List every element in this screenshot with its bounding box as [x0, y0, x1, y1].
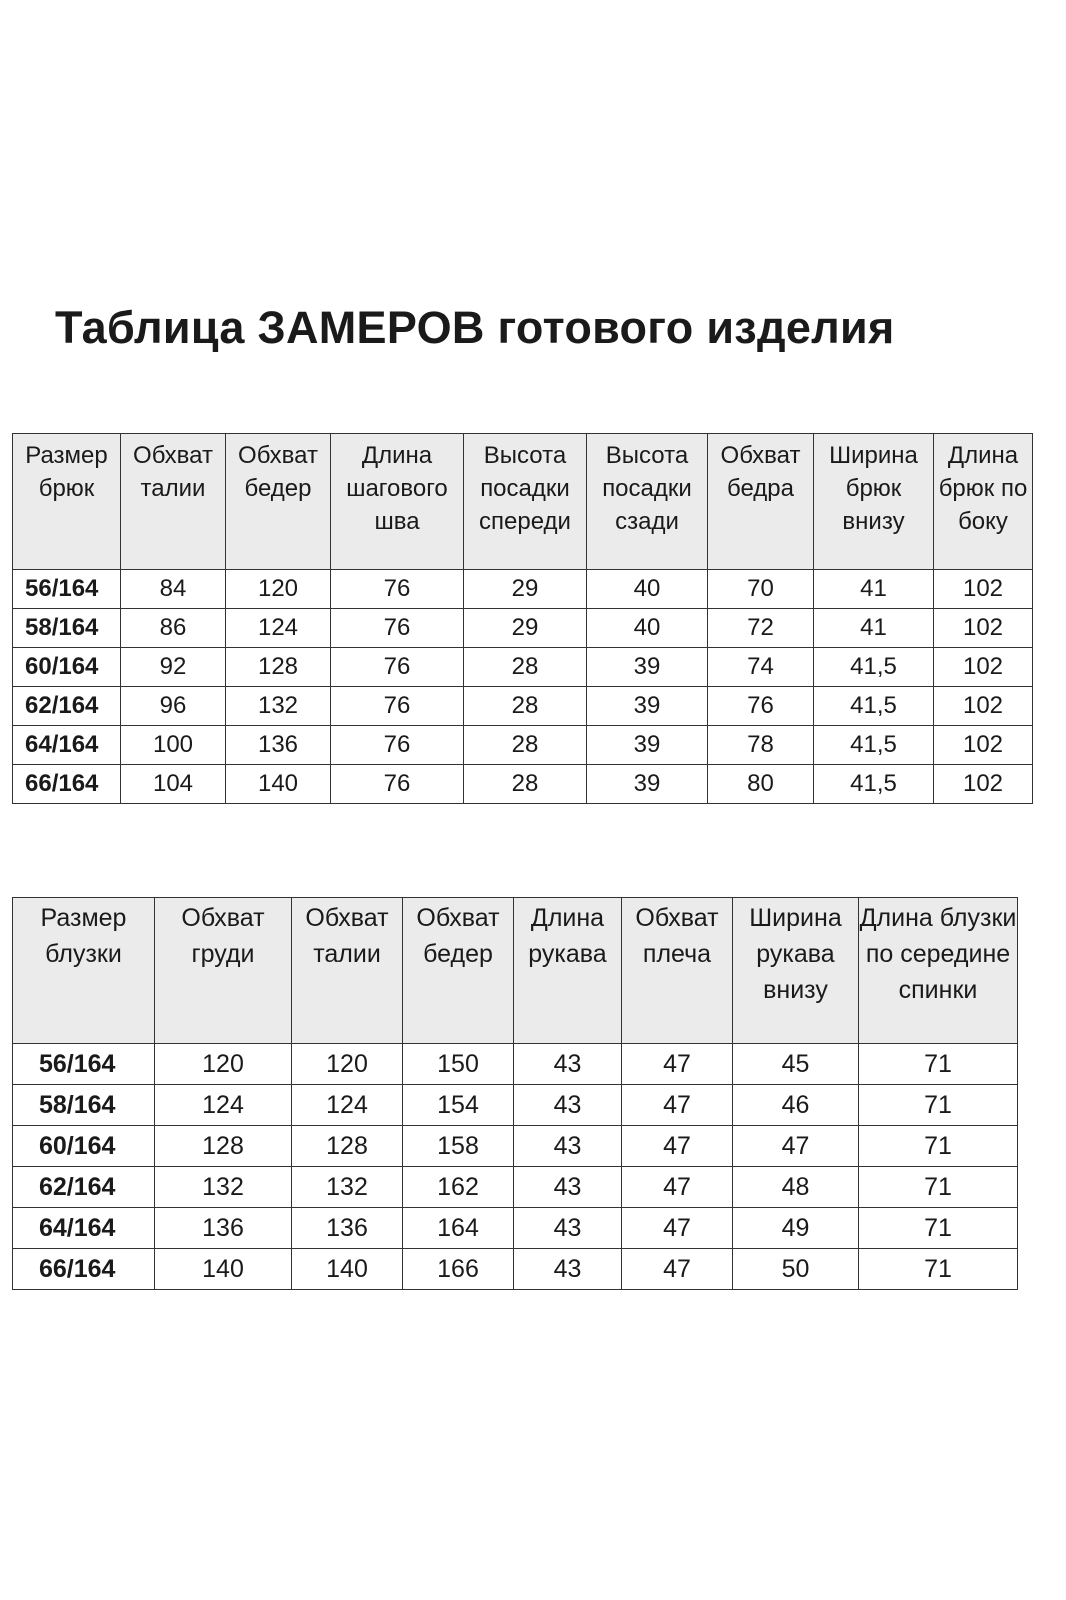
table-row — [13, 765, 1033, 804]
value-cell: 140 — [226, 765, 331, 804]
value-cell: 140 — [155, 1249, 292, 1290]
value-cell: 154 — [403, 1085, 514, 1126]
value-cell: 71 — [859, 1208, 1018, 1249]
value-cell: 47 — [622, 1085, 733, 1126]
value-cell: 80 — [708, 765, 814, 804]
value-cell: 71 — [859, 1044, 1018, 1085]
value-cell: 47 — [622, 1208, 733, 1249]
pants-measurements-table — [12, 433, 1033, 804]
value-cell: 28 — [464, 726, 587, 765]
size-cell: 66/164 — [13, 765, 121, 804]
value-cell: 166 — [403, 1249, 514, 1290]
value-cell: 29 — [464, 570, 587, 609]
value-cell: 43 — [514, 1044, 622, 1085]
value-cell: 102 — [934, 726, 1033, 765]
value-cell: 76 — [331, 648, 464, 687]
value-cell: 164 — [403, 1208, 514, 1249]
value-cell: 39 — [587, 687, 708, 726]
table-row — [13, 609, 1033, 648]
value-cell: 96 — [121, 687, 226, 726]
header-cell: Обхват груди — [155, 898, 292, 1044]
size-cell: 58/164 — [13, 1085, 155, 1126]
size-cell: 58/164 — [13, 609, 121, 648]
header-cell: Длина блузки по середине спинки — [859, 898, 1018, 1044]
value-cell: 71 — [859, 1249, 1018, 1290]
value-cell: 102 — [934, 609, 1033, 648]
value-cell: 41 — [814, 609, 934, 648]
value-cell: 128 — [226, 648, 331, 687]
header-cell: Ширина брюк внизу — [814, 434, 934, 570]
value-cell: 45 — [733, 1044, 859, 1085]
value-cell: 76 — [331, 765, 464, 804]
header-cell: Длина рукава — [514, 898, 622, 1044]
size-cell: 60/164 — [13, 648, 121, 687]
table-row — [13, 1208, 1018, 1249]
value-cell: 136 — [155, 1208, 292, 1249]
table-row — [13, 570, 1033, 609]
value-cell: 136 — [226, 726, 331, 765]
value-cell: 41,5 — [814, 687, 934, 726]
size-cell: 62/164 — [13, 1167, 155, 1208]
value-cell: 41,5 — [814, 648, 934, 687]
value-cell: 78 — [708, 726, 814, 765]
table-header-row — [13, 898, 1018, 1044]
value-cell: 47 — [622, 1249, 733, 1290]
value-cell: 50 — [733, 1249, 859, 1290]
value-cell: 47 — [622, 1167, 733, 1208]
header-cell: Обхват плеча — [622, 898, 733, 1044]
value-cell: 132 — [226, 687, 331, 726]
value-cell: 158 — [403, 1126, 514, 1167]
value-cell: 41,5 — [814, 726, 934, 765]
value-cell: 48 — [733, 1167, 859, 1208]
value-cell: 39 — [587, 765, 708, 804]
value-cell: 128 — [155, 1126, 292, 1167]
value-cell: 29 — [464, 609, 587, 648]
value-cell: 71 — [859, 1167, 1018, 1208]
header-cell-size: Размер блузки — [13, 898, 155, 1044]
value-cell: 71 — [859, 1085, 1018, 1126]
value-cell: 102 — [934, 648, 1033, 687]
value-cell: 100 — [121, 726, 226, 765]
size-cell: 64/164 — [13, 1208, 155, 1249]
table-header-row — [13, 434, 1033, 570]
value-cell: 162 — [403, 1167, 514, 1208]
value-cell: 86 — [121, 609, 226, 648]
value-cell: 43 — [514, 1167, 622, 1208]
value-cell: 102 — [934, 765, 1033, 804]
value-cell: 39 — [587, 648, 708, 687]
value-cell: 150 — [403, 1044, 514, 1085]
table-body — [13, 570, 1033, 804]
value-cell: 41 — [814, 570, 934, 609]
value-cell: 102 — [934, 687, 1033, 726]
value-cell: 47 — [622, 1126, 733, 1167]
value-cell: 46 — [733, 1085, 859, 1126]
value-cell: 47 — [622, 1044, 733, 1085]
value-cell: 140 — [292, 1249, 403, 1290]
header-cell: Обхват бедер — [226, 434, 331, 570]
value-cell: 39 — [587, 726, 708, 765]
size-cell: 66/164 — [13, 1249, 155, 1290]
value-cell: 40 — [587, 570, 708, 609]
header-cell: Длина шагового шва — [331, 434, 464, 570]
header-cell: Ширина рукава внизу — [733, 898, 859, 1044]
value-cell: 28 — [464, 765, 587, 804]
header-cell: Обхват бедер — [403, 898, 514, 1044]
value-cell: 43 — [514, 1208, 622, 1249]
value-cell: 136 — [292, 1208, 403, 1249]
value-cell: 84 — [121, 570, 226, 609]
header-cell: Обхват талии — [292, 898, 403, 1044]
value-cell: 76 — [708, 687, 814, 726]
header-cell: Длина брюк по боку — [934, 434, 1033, 570]
value-cell: 124 — [155, 1085, 292, 1126]
header-cell: Обхват талии — [121, 434, 226, 570]
header-cell: Высота посадки сзади — [587, 434, 708, 570]
table-row — [13, 687, 1033, 726]
value-cell: 43 — [514, 1249, 622, 1290]
page-title: Таблица ЗАМЕРОВ готового изделия — [55, 302, 895, 353]
value-cell: 76 — [331, 726, 464, 765]
value-cell: 124 — [226, 609, 331, 648]
header-cell-size: Размер брюк — [13, 434, 121, 570]
value-cell: 43 — [514, 1085, 622, 1126]
table-row — [13, 1044, 1018, 1085]
value-cell: 49 — [733, 1208, 859, 1249]
value-cell: 120 — [292, 1044, 403, 1085]
value-cell: 102 — [934, 570, 1033, 609]
value-cell: 47 — [733, 1126, 859, 1167]
value-cell: 76 — [331, 687, 464, 726]
value-cell: 132 — [155, 1167, 292, 1208]
value-cell: 128 — [292, 1126, 403, 1167]
value-cell: 76 — [331, 570, 464, 609]
value-cell: 132 — [292, 1167, 403, 1208]
value-cell: 74 — [708, 648, 814, 687]
value-cell: 70 — [708, 570, 814, 609]
value-cell: 28 — [464, 687, 587, 726]
table-body — [13, 1044, 1018, 1290]
size-cell: 56/164 — [13, 1044, 155, 1085]
value-cell: 28 — [464, 648, 587, 687]
value-cell: 120 — [226, 570, 331, 609]
blouse-measurements-table — [12, 897, 1018, 1290]
value-cell: 104 — [121, 765, 226, 804]
value-cell: 76 — [331, 609, 464, 648]
value-cell: 71 — [859, 1126, 1018, 1167]
value-cell: 124 — [292, 1085, 403, 1126]
table-row — [13, 648, 1033, 687]
size-cell: 62/164 — [13, 687, 121, 726]
size-cell: 60/164 — [13, 1126, 155, 1167]
size-cell: 64/164 — [13, 726, 121, 765]
value-cell: 43 — [514, 1126, 622, 1167]
table-row — [13, 1167, 1018, 1208]
value-cell: 92 — [121, 648, 226, 687]
value-cell: 40 — [587, 609, 708, 648]
value-cell: 41,5 — [814, 765, 934, 804]
header-cell: Обхват бедра — [708, 434, 814, 570]
value-cell: 120 — [155, 1044, 292, 1085]
table-row — [13, 726, 1033, 765]
table-row — [13, 1085, 1018, 1126]
value-cell: 72 — [708, 609, 814, 648]
table-row — [13, 1126, 1018, 1167]
table-row — [13, 1249, 1018, 1290]
size-cell: 56/164 — [13, 570, 121, 609]
header-cell: Высота посадки спереди — [464, 434, 587, 570]
